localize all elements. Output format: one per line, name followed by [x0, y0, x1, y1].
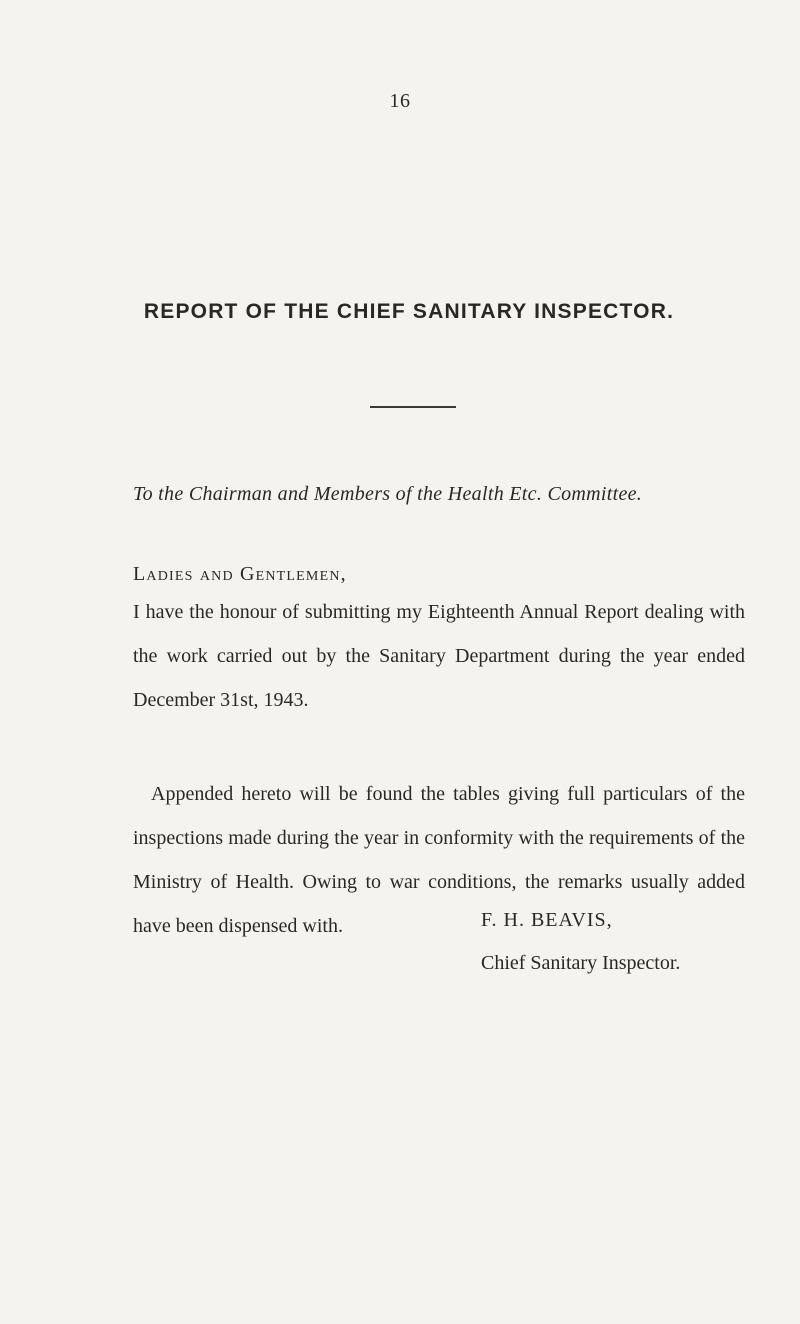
signature-role: Chief Sanitary Inspector.	[481, 952, 681, 974]
greeting: Ladies and Gentlemen,	[133, 563, 347, 585]
page-number: 16	[389, 90, 411, 112]
signature-name: F. H. BEAVIS,	[481, 909, 613, 931]
body-paragraph-2: Appended hereto will be found the tables giving full particulars of the inspections made during the year in conformity with the requirements of the Ministry of Health. Owing to war conditions, the remarks usually added have been dispensed with.	[133, 783, 745, 937]
addressee-line: To the Chairman and Members of the Health Etc. Committee.	[133, 483, 643, 505]
body-paragraph-1: I have the honour of submitting my Eighteenth Annual Report dealing with the work carried out by the Sanitary Department during the year ended December 31st, 1943.	[133, 601, 745, 711]
report-title: REPORT OF THE CHIEF SANITARY INSPECTOR.	[143, 300, 675, 323]
title-divider	[370, 406, 456, 408]
